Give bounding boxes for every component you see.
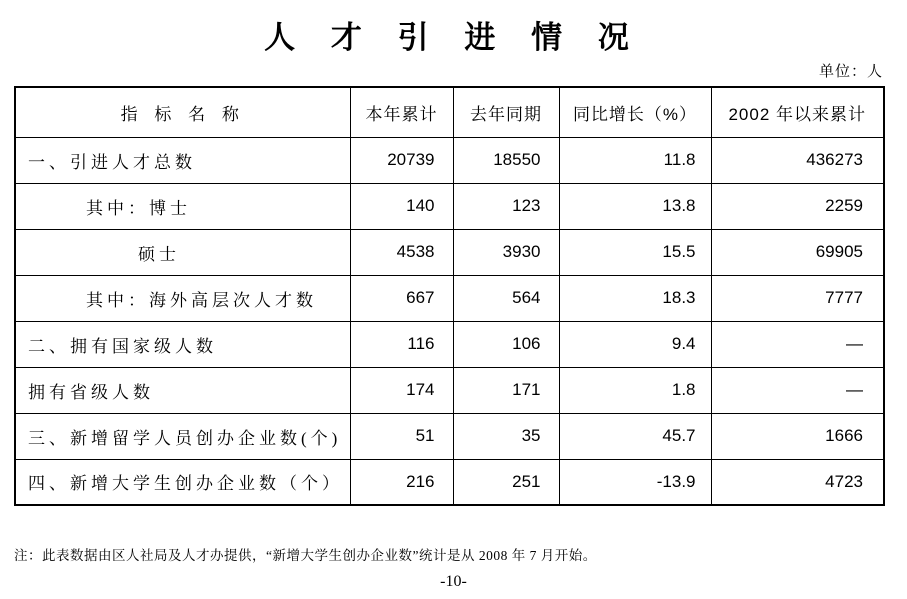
value-last-year: 35: [453, 413, 559, 459]
table-row: [15, 367, 884, 413]
value-yoy-growth: 18.3: [559, 275, 711, 321]
indicator-label: 其中：博士: [15, 183, 350, 229]
unit-label: 单位：人: [818, 64, 883, 80]
value-last-year: 18550: [453, 137, 559, 183]
value-last-year: 564: [453, 275, 559, 321]
indicator-label: 硕士: [15, 229, 350, 275]
table-row: [15, 183, 884, 229]
value-since-2002: 2259: [711, 183, 884, 229]
value-current-year: 4538: [350, 229, 453, 275]
value-since-2002: 69905: [711, 229, 884, 275]
indicator-label: 一、引进人才总数: [15, 137, 350, 183]
value-yoy-growth: 45.7: [559, 413, 711, 459]
value-since-2002: 4723: [711, 459, 884, 505]
value-current-year: 140: [350, 183, 453, 229]
table-header-row: [15, 87, 884, 137]
column-header-current-year: 本年累计: [350, 87, 453, 137]
table-row: [15, 229, 884, 275]
value-last-year: 123: [453, 183, 559, 229]
indicator-label: 三、新增留学人员创办企业数(个): [15, 413, 350, 459]
table-row: [15, 459, 884, 505]
page-number: -10-: [440, 573, 467, 590]
value-last-year: 3930: [453, 229, 559, 275]
value-current-year: 174: [350, 367, 453, 413]
value-current-year: 667: [350, 275, 453, 321]
value-current-year: 51: [350, 413, 453, 459]
indicator-label: 四、新增大学生创办企业数（个）: [15, 459, 350, 505]
table-row: [15, 275, 884, 321]
talent-statistics-table: [14, 86, 885, 506]
indicator-label: 拥有省级人数: [15, 367, 350, 413]
value-yoy-growth: -13.9: [559, 459, 711, 505]
indicator-label: 二、拥有国家级人数: [15, 321, 350, 367]
value-yoy-growth: 9.4: [559, 321, 711, 367]
value-last-year: 106: [453, 321, 559, 367]
column-header-indicator: 指 标 名 称: [15, 87, 350, 137]
value-since-2002: —: [711, 367, 884, 413]
value-since-2002: 436273: [711, 137, 884, 183]
value-yoy-growth: 1.8: [559, 367, 711, 413]
value-yoy-growth: 15.5: [559, 229, 711, 275]
value-current-year: 20739: [350, 137, 453, 183]
footnote: 注：此表数据由区人社局及人才办提供，“新增大学生创办企业数”统计是从 2008 年 7 月开始。: [14, 548, 597, 563]
column-header-last-year: 去年同期: [453, 87, 559, 137]
value-current-year: 116: [350, 321, 453, 367]
value-yoy-growth: 13.8: [559, 183, 711, 229]
value-since-2002: —: [711, 321, 884, 367]
value-since-2002: 7777: [711, 275, 884, 321]
column-header-yoy-growth: 同比增长（%）: [559, 87, 711, 137]
value-yoy-growth: 11.8: [559, 137, 711, 183]
value-since-2002: 1666: [711, 413, 884, 459]
table-row: [15, 137, 884, 183]
value-current-year: 216: [350, 459, 453, 505]
page-title: 人 才 引 进 情 况: [264, 20, 643, 55]
table-row: [15, 413, 884, 459]
indicator-label: 其中：海外高层次人才数: [15, 275, 350, 321]
value-last-year: 171: [453, 367, 559, 413]
column-header-since-2002: 2002 年以来累计: [711, 87, 884, 137]
value-last-year: 251: [453, 459, 559, 505]
table-row: [15, 321, 884, 367]
